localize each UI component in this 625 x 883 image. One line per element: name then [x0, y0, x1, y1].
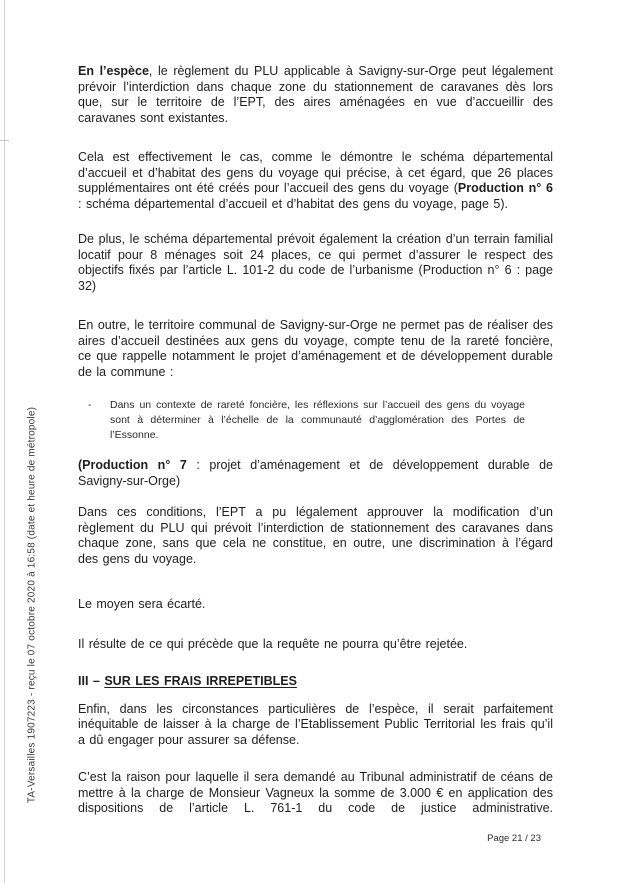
text-segment: De plus, le schéma départemental prévoit également la création d’un terrain familial locatif pour 8 ménages soit 24 places, ce qui permet d’assurer le respect des objectifs fixés par l’article L. 101-2 du code de l’urbanisme (Production n° 6 : page 32): [78, 232, 553, 293]
text-segment: Il résulte de ce qui précède que la requête ne pourra qu’être rejetée.: [78, 636, 468, 651]
page-number: Page 21 / 23: [487, 833, 541, 844]
text-segment: Dans un contexte de rareté foncière, les réflexions sur l’accueil des gens du voyage sont à déterminer à l’échelle de la communauté d’agglomération des Portes de l’Essonne.: [110, 399, 525, 441]
text-segment: Le moyen sera écarté.: [78, 597, 206, 611]
text-segment: Cela est effectivement le cas, comme le démontre le schéma départemental d’accueil et d’habitat des gens du voyage qui précise, à cet égard, que 26 places supplémentaires ont été créés pour l’accueil des gens du voyage (: [78, 150, 553, 195]
paragraph: [78, 597, 553, 613]
text-segment: Enfin, dans les circonstances particulières de l’espèce, il serait parfaitement inéquitable de laisser à la charge de l’Etablissement Public Territorial les frais qu’il a dû engager pour assurer sa défense.: [78, 701, 553, 747]
paragraph: [78, 232, 553, 294]
paragraph: [78, 64, 553, 126]
text-segment: En l’espèce: [78, 64, 149, 78]
paragraph: [78, 505, 553, 567]
text-segment: C’est la raison pour laquelle il sera demandé au Tribunal administratif de céans de mettre à la charge de Monsieur Vagneux la somme de 3.000 € en application des dispositions de l’article L. 761-1 du code de justice administrative.: [78, 770, 553, 815]
text-segment: : schéma départemental d’accueil et d’habitat des gens du voyage, page 5).: [78, 196, 509, 211]
bullet-dash-marker: -: [88, 399, 92, 411]
section-heading: [78, 674, 553, 690]
quoted-bullet-item: [78, 398, 525, 443]
text-segment: , le règlement du PLU applicable à Savigny-sur-Orge peut légalement prévoir l’interdiction dans chaque zone du stationnement de caravanes dès lors que, sur le territoire de l’EPT, des aires aménagées en vue d’accueillir des caravanes sont existantes.: [78, 64, 553, 125]
paragraph: [78, 770, 553, 817]
text-segment: : projet d’aménagement et de développement durable de Savigny-sur-Orge): [78, 458, 553, 488]
text-segment: Production n° 6: [457, 181, 553, 195]
paragraph: [78, 637, 553, 653]
filing-stamp-vertical: TA-Versailles 1907223 - reçu le 07 octobre 2020 à 16:58 (date et heure de métropole): [26, 406, 38, 804]
text-segment: SUR LES FRAIS IRREPETIBLES: [104, 674, 297, 688]
scan-edge-line: [4, 0, 5, 883]
scan-edge-tick: [0, 140, 9, 141]
paragraph: [78, 702, 553, 749]
document-body: [78, 64, 553, 841]
text-segment: (Production n° 7: [78, 458, 187, 472]
text-segment: III –: [78, 674, 105, 688]
paragraph: [78, 150, 553, 212]
paragraph: [78, 318, 553, 380]
paragraph: [78, 458, 553, 489]
text-segment: En outre, le territoire communal de Savigny-sur-Orge ne permet pas de réaliser des aires d’accueil destinées aux gens du voyage, compte tenu de la rareté foncière, ce que rappelle notamment le projet d’aménagement et de développement durable de la commune :: [78, 318, 553, 379]
text-segment: Dans ces conditions, l’EPT a pu légalement approuver la modification d’un règlement du PLU qui prévoit l’interdiction de stationnement des caravanes dans chaque zone, sans que cela ne constitue, en outre, une discrimination à l’égard des gens du voyage.: [78, 505, 553, 566]
bullet-text: [110, 398, 525, 443]
